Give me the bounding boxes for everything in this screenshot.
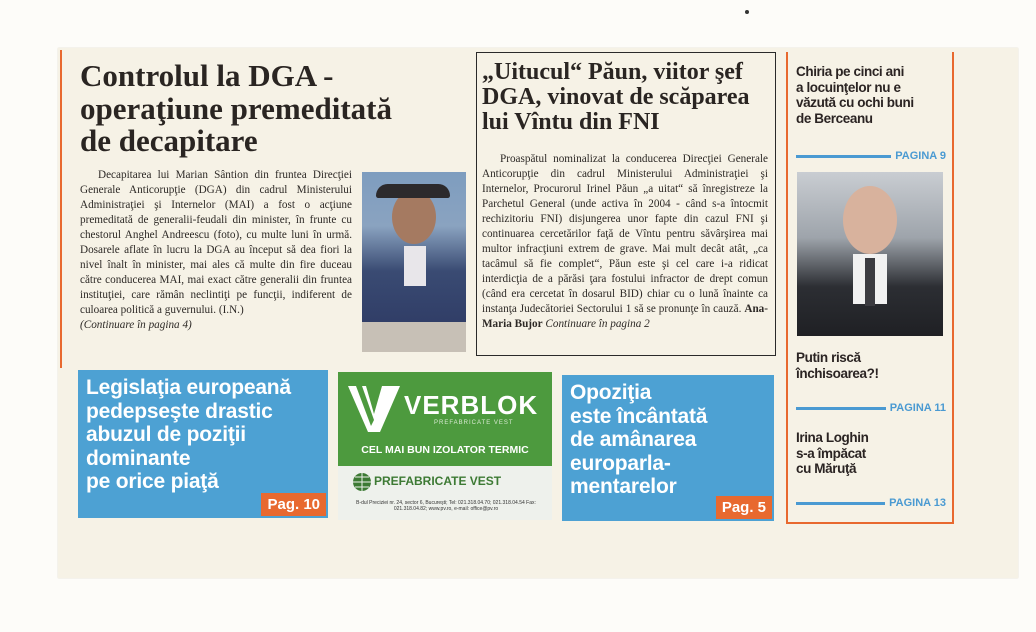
headline-line: de decapitare (80, 123, 258, 159)
headline-line: cu Măruţă (796, 461, 857, 477)
article-1-text: Decapitarea lui Marian Sântion din fruntea Direcţiei Generale Anticorupţie (DGA) din cadrul Ministerului Administraţiei şi Internelor (MAI) a fost o acţiune premeditată de generalii-feudali din minister, în frunte cu chestorul Anghel Andreescu (foto), cu multe luni în urmă. Dosarele aflate în lucru la DGA au început să dea fiori la nivel înalt în minister, mai ales că multe din fire duceau către conducerea MAI, mai exact către generalii din fruntea instituţiei, care rămân neclintiţi pe funcţii, indiferent de culoarea politică a guvernului. (I.N.) (80, 169, 352, 316)
promo-line: mentarelor (570, 475, 677, 499)
promo-line: abuzul de poziţii (86, 423, 246, 447)
promo-legislatia (78, 370, 328, 518)
article-1-continuation: (Continuare în pagina 4) (80, 319, 192, 331)
headline-line: închisoarea?! (796, 365, 879, 381)
promo-line: pe orice piaţă (86, 470, 219, 494)
page-ref: PAGINA 9 (895, 150, 946, 162)
headline-line: lui Vîntu din FNI (482, 109, 660, 136)
article-1-headline (80, 60, 410, 158)
promo-line: Legislaţia europeană (86, 376, 291, 399)
globe-icon (352, 472, 372, 492)
headline-line: „Uitucul“ Păun, viitor şef (482, 59, 743, 85)
headline-line: DGA, vinovat de scăparea (482, 84, 750, 111)
sidebar-headline-loghin (796, 430, 946, 477)
headline-line: s-a împăcat (796, 445, 866, 461)
ad-company: PREFABRICATE VEST (374, 474, 502, 488)
headline-line: operaţiune premeditată (80, 90, 392, 126)
article-2-author: Ana-Maria Bujor (482, 303, 768, 330)
headline-line: de Berceanu (796, 110, 873, 126)
sidebar-headline-berceanu (796, 64, 946, 126)
promo-line: este încântată (570, 404, 708, 428)
headline-line: Irina Loghin (796, 430, 869, 445)
page-ref: PAGINA 11 (889, 402, 946, 414)
sidebar-page-ref-11 (796, 402, 946, 414)
ad-brand-sub: PREFABRICATE VEST (434, 420, 514, 426)
promo-line: pedepseşte drastic (86, 399, 273, 423)
sidebar-page-ref-9 (796, 150, 946, 162)
ad-address: B-dul Preciziei nr. 24, sector 6, Bucureşti; Tel: 021.318.04.70; 021.318.04.54 Fax: 021.318.04.82; www.pv.ro, e-mail: office@pv.ro (356, 500, 536, 512)
promo-line: dominante (86, 446, 191, 470)
promo-opozitia (562, 375, 774, 521)
page-ref: PAGINA 13 (889, 497, 946, 509)
verblok-ad (338, 372, 552, 520)
page-tag: Pag. 10 (261, 493, 326, 516)
sidebar-headline-putin (796, 350, 946, 381)
putin-photo (797, 172, 943, 336)
speck (745, 10, 749, 14)
headline-line: Chiria pe cinci ani (796, 64, 904, 79)
promo-line: Opoziţia (570, 381, 652, 404)
article-2-headline (482, 60, 772, 136)
ad-slogan: CEL MAI BUN IZOLATOR TERMIC (361, 444, 529, 456)
promo-line: europarla- (570, 451, 671, 475)
ad-brand: VERBLOK (404, 390, 539, 420)
promo-text (570, 381, 707, 499)
headline-line: Putin riscă (796, 350, 861, 365)
article-2-body (482, 152, 768, 332)
headline-line: a locuinţelor nu e (796, 79, 901, 95)
page-tag: Pag. 5 (716, 496, 772, 519)
promo-line: de amânarea (570, 428, 697, 452)
andreescu-photo (362, 172, 466, 352)
headline-line: Controlul la DGA - (80, 58, 334, 93)
sidebar-page-ref-13 (796, 497, 946, 509)
article-2-text: Proaspătul nominalizat la conducerea Direcţiei Generale Anticorupţie din cadrul Ministerului Administraţiei şi Internelor, Procurorul Irinel Păun „a uitat“ să înregistreze la Parchetul General (unde activa în 2004 - când s-a întocmit rechizitoriu FNI) disjungerea unor fapte din cazul FNI şi continuarea cercetărilor faţă de Vîntu pentru săvârşirea mai multor infracţiuni extrem de grave. Mai mult decât atât, „ca tacâmul să fie complet“, Păun este şi cel care i-a ridicat interdicţia de a părăsi ţara fostului infractor de drept comun (când era cercetat în dosarul BID) chiar cu o lună înainte ca instanţa Judecătoriei Sectorului 1 să se pronunţe în cauză. (482, 153, 768, 315)
promo-text (86, 376, 291, 494)
article-1-body (80, 168, 352, 333)
article-2-continuation: Continuare în pagina 2 (545, 318, 650, 330)
headline-line: văzută cu ochi buni (796, 95, 914, 111)
